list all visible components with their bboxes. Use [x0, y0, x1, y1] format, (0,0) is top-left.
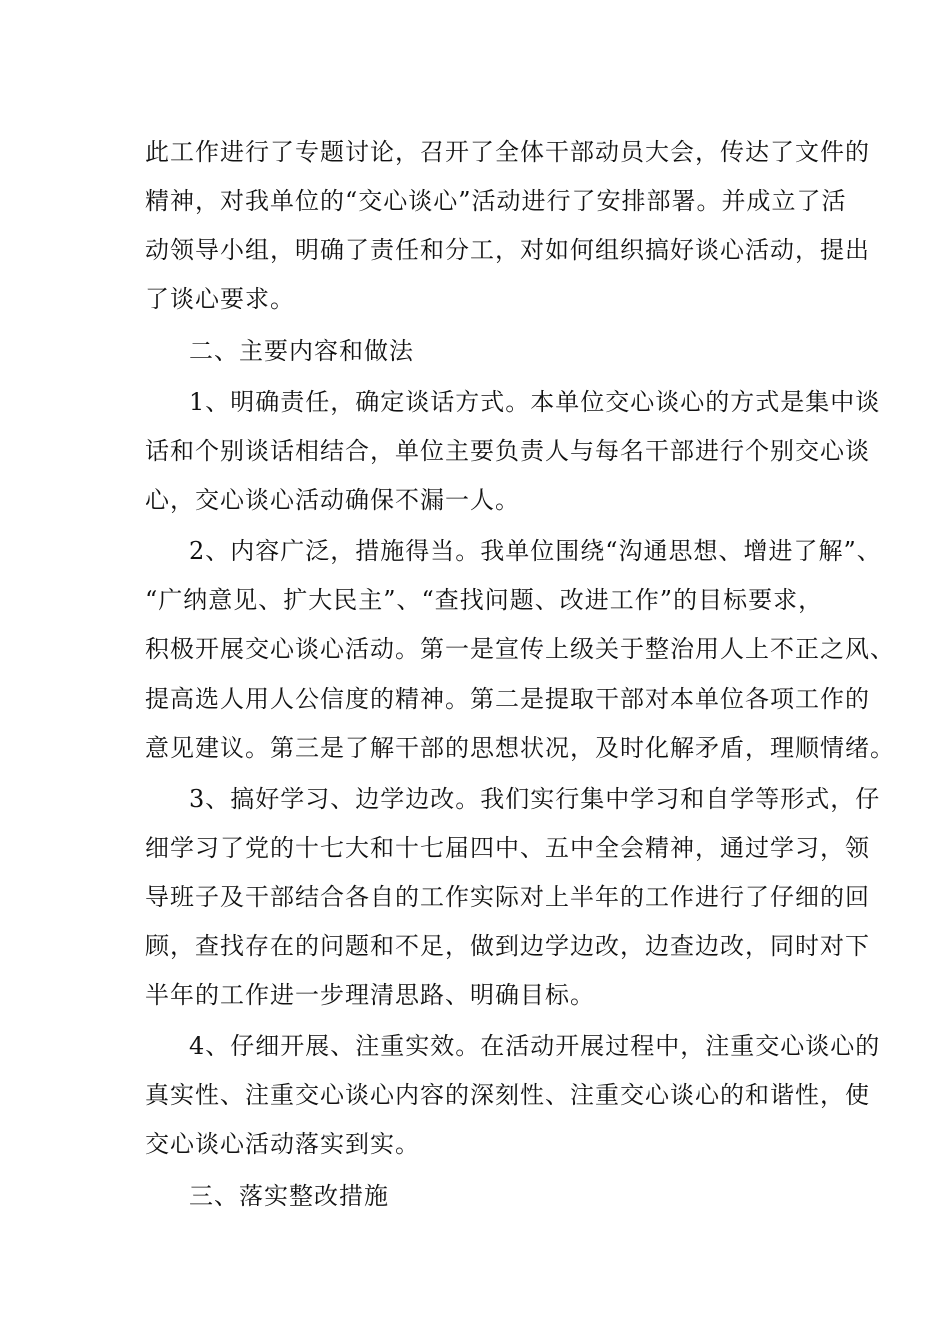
text-line: 3、搞好学习、边学边改。我们实行集中学习和自学等形式，仔 [189, 785, 881, 813]
text-line: 细学习了党的十七大和十七届四中、五中全会精神，通过学习，领 [145, 834, 870, 862]
text-line: 4、仔细开展、注重实效。在活动开展过程中，注重交心谈心的 [189, 1032, 881, 1060]
text-line: 半年的工作进一步理清思路、明确目标。 [145, 981, 595, 1009]
text-line: “广纳意见、扩大民主”、“查找问题、改进工作”的目标要求， [145, 586, 824, 614]
text-line: 提高选人用人公信度的精神。第二是提取干部对本单位各项工作的 [145, 685, 870, 713]
text-line: 此工作进行了专题讨论，召开了全体干部动员大会，传达了文件的 [145, 138, 870, 166]
text-line: 交心谈心活动落实到实。 [145, 1130, 420, 1158]
text-line: 心，交心谈心活动确保不漏一人。 [145, 486, 520, 514]
text-line: 意见建议。第三是了解干部的思想状况，及时化解矛盾，理顺情绪。 [145, 734, 895, 762]
text-line: 话和个别谈话相结合，单位主要负责人与每名干部进行个别交心谈 [145, 437, 870, 465]
text-line: 导班子及干部结合各自的工作实际对上半年的工作进行了仔细的回 [145, 883, 870, 911]
text-line: 了谈心要求。 [145, 285, 295, 313]
text-line: 积极开展交心谈心活动。第一是宣传上级关于整治用人上不正之风、 [145, 635, 895, 663]
text-line: 1、明确责任，确定谈话方式。本单位交心谈心的方式是集中谈 [189, 388, 881, 416]
section-heading: 二、主要内容和做法 [189, 337, 414, 365]
text-line: 顾，查找存在的问题和不足，做到边学边改，边查边改，同时对下 [145, 932, 870, 960]
text-line: 2、内容广泛，措施得当。我单位围绕“沟通思想、增进了解”、 [189, 537, 882, 565]
text-line: 动领导小组，明确了责任和分工，对如何组织搞好谈心活动，提出 [145, 236, 870, 264]
text-line: 精神，对我单位的“交心谈心”活动进行了安排部署。并成立了活 [145, 187, 847, 215]
section-heading: 三、落实整改措施 [189, 1182, 389, 1210]
text-line: 真实性、注重交心谈心内容的深刻性、注重交心谈心的和谐性，使 [145, 1081, 870, 1109]
